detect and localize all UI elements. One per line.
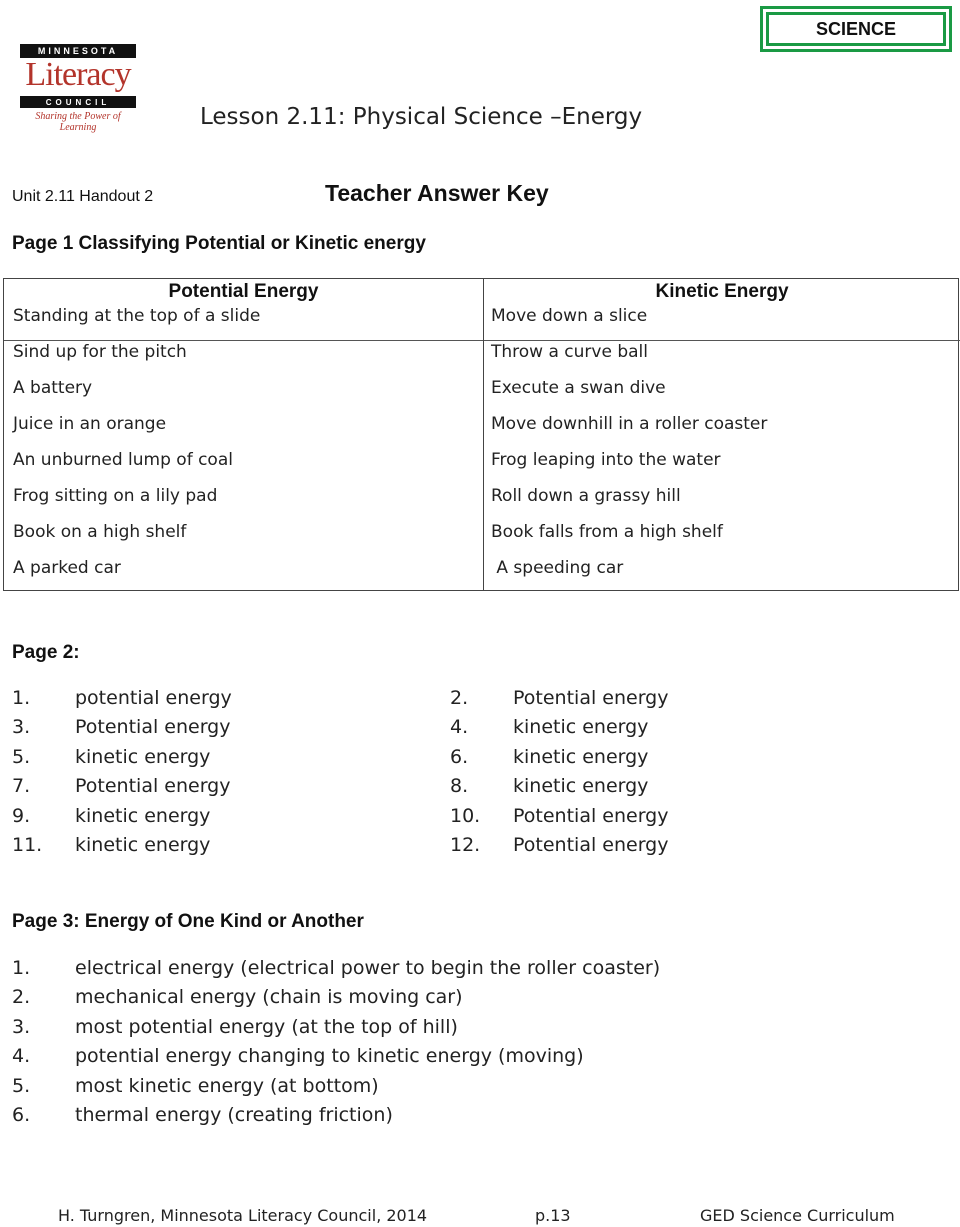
row-divider xyxy=(4,340,483,341)
minnesota-literacy-council-logo xyxy=(18,44,138,133)
answer-number: 7. xyxy=(12,775,31,797)
potential-cell: Juice in an orange xyxy=(13,414,167,434)
answer-text: kinetic energy xyxy=(75,805,211,827)
answer-text: mechanical energy (chain is moving car) xyxy=(75,986,463,1008)
answer-number: 4. xyxy=(450,716,469,738)
answer-text: most kinetic energy (at bottom) xyxy=(75,1075,379,1097)
answer-number: 3. xyxy=(12,716,31,738)
answer-text: thermal energy (creating friction) xyxy=(75,1104,393,1126)
page1-heading: Page 1 Classifying Potential or Kinetic energy xyxy=(12,233,426,254)
potential-cell: Book on a high shelf xyxy=(13,522,187,542)
kinetic-cell: Book falls from a high shelf xyxy=(491,522,723,542)
answer-text: Potential energy xyxy=(513,805,669,827)
answer-text: potential energy changing to kinetic energy (moving) xyxy=(75,1045,584,1067)
answer-number: 6. xyxy=(12,1104,31,1126)
kinetic-cell: Move downhill in a roller coaster xyxy=(491,414,768,434)
answer-text: potential energy xyxy=(75,687,232,709)
answer-number: 1. xyxy=(12,957,31,979)
potential-cell: Standing at the top of a slide xyxy=(13,306,261,326)
answer-number: 2. xyxy=(12,986,31,1008)
answer-text: kinetic energy xyxy=(513,716,649,738)
answer-text: kinetic energy xyxy=(513,746,649,768)
logo-bottom-text: COUNCIL xyxy=(20,96,136,108)
potential-cell: Sind up for the pitch xyxy=(13,342,187,362)
potential-cell: A battery xyxy=(13,378,93,398)
kinetic-cell: Frog leaping into the water xyxy=(491,450,721,470)
answer-text: kinetic energy xyxy=(75,834,211,856)
page3-heading: Page 3: Energy of One Kind or Another xyxy=(12,911,364,932)
answer-text: kinetic energy xyxy=(513,775,649,797)
potential-energy-header: Potential Energy xyxy=(168,281,319,302)
answer-number: 10. xyxy=(450,805,481,827)
footer-page-number: p.13 xyxy=(535,1206,571,1225)
answer-number: 3. xyxy=(12,1016,31,1038)
answer-number: 12. xyxy=(450,834,481,856)
answer-text: Potential energy xyxy=(75,775,231,797)
answer-number: 1. xyxy=(12,687,31,709)
answer-number: 11. xyxy=(12,834,43,856)
footer-author: H. Turngren, Minnesota Literacy Council, 2014 xyxy=(58,1206,428,1225)
answer-number: 5. xyxy=(12,1075,31,1097)
answer-number: 4. xyxy=(12,1045,31,1067)
unit-label: Unit 2.11 Handout 2 xyxy=(12,188,154,205)
answer-text: most potential energy (at the top of hill) xyxy=(75,1016,458,1038)
kinetic-energy-header: Kinetic Energy xyxy=(655,281,789,302)
row-divider xyxy=(484,340,960,341)
potential-cell: Frog sitting on a lily pad xyxy=(13,486,218,506)
logo-tagline: Sharing the Power of Learning xyxy=(35,111,121,133)
answer-number: 8. xyxy=(450,775,469,797)
page2-heading: Page 2: xyxy=(12,642,80,663)
potential-cell: An unburned lump of coal xyxy=(13,450,233,470)
answer-text: Potential energy xyxy=(513,687,669,709)
kinetic-cell: Execute a swan dive xyxy=(491,378,666,398)
answer-text: kinetic energy xyxy=(75,746,211,768)
footer-curriculum: GED Science Curriculum xyxy=(700,1206,895,1225)
energy-classification-table xyxy=(3,278,959,591)
answer-number: 6. xyxy=(450,746,469,768)
logo-top-text: MINNESOTA xyxy=(20,44,136,58)
answer-text: Potential energy xyxy=(513,834,669,856)
subject-badge xyxy=(760,6,952,52)
answer-number: 5. xyxy=(12,746,31,768)
lesson-title: Lesson 2.11: Physical Science –Energy xyxy=(200,104,643,130)
column-divider xyxy=(483,279,484,590)
answer-number: 2. xyxy=(450,687,469,709)
kinetic-cell: A speeding car xyxy=(491,558,624,578)
subject-badge-label: SCIENCE xyxy=(766,12,946,46)
kinetic-cell: Move down a slice xyxy=(491,306,648,326)
answer-text: Potential energy xyxy=(75,716,231,738)
kinetic-cell: Roll down a grassy hill xyxy=(491,486,681,506)
answer-text: electrical energy (electrical power to begin the roller coaster) xyxy=(75,957,661,979)
potential-cell: A parked car xyxy=(13,558,121,578)
answer-number: 9. xyxy=(12,805,31,827)
kinetic-cell: Throw a curve ball xyxy=(491,342,648,362)
answer-key-title: Teacher Answer Key xyxy=(325,180,549,206)
logo-word: Literacy xyxy=(25,56,131,93)
